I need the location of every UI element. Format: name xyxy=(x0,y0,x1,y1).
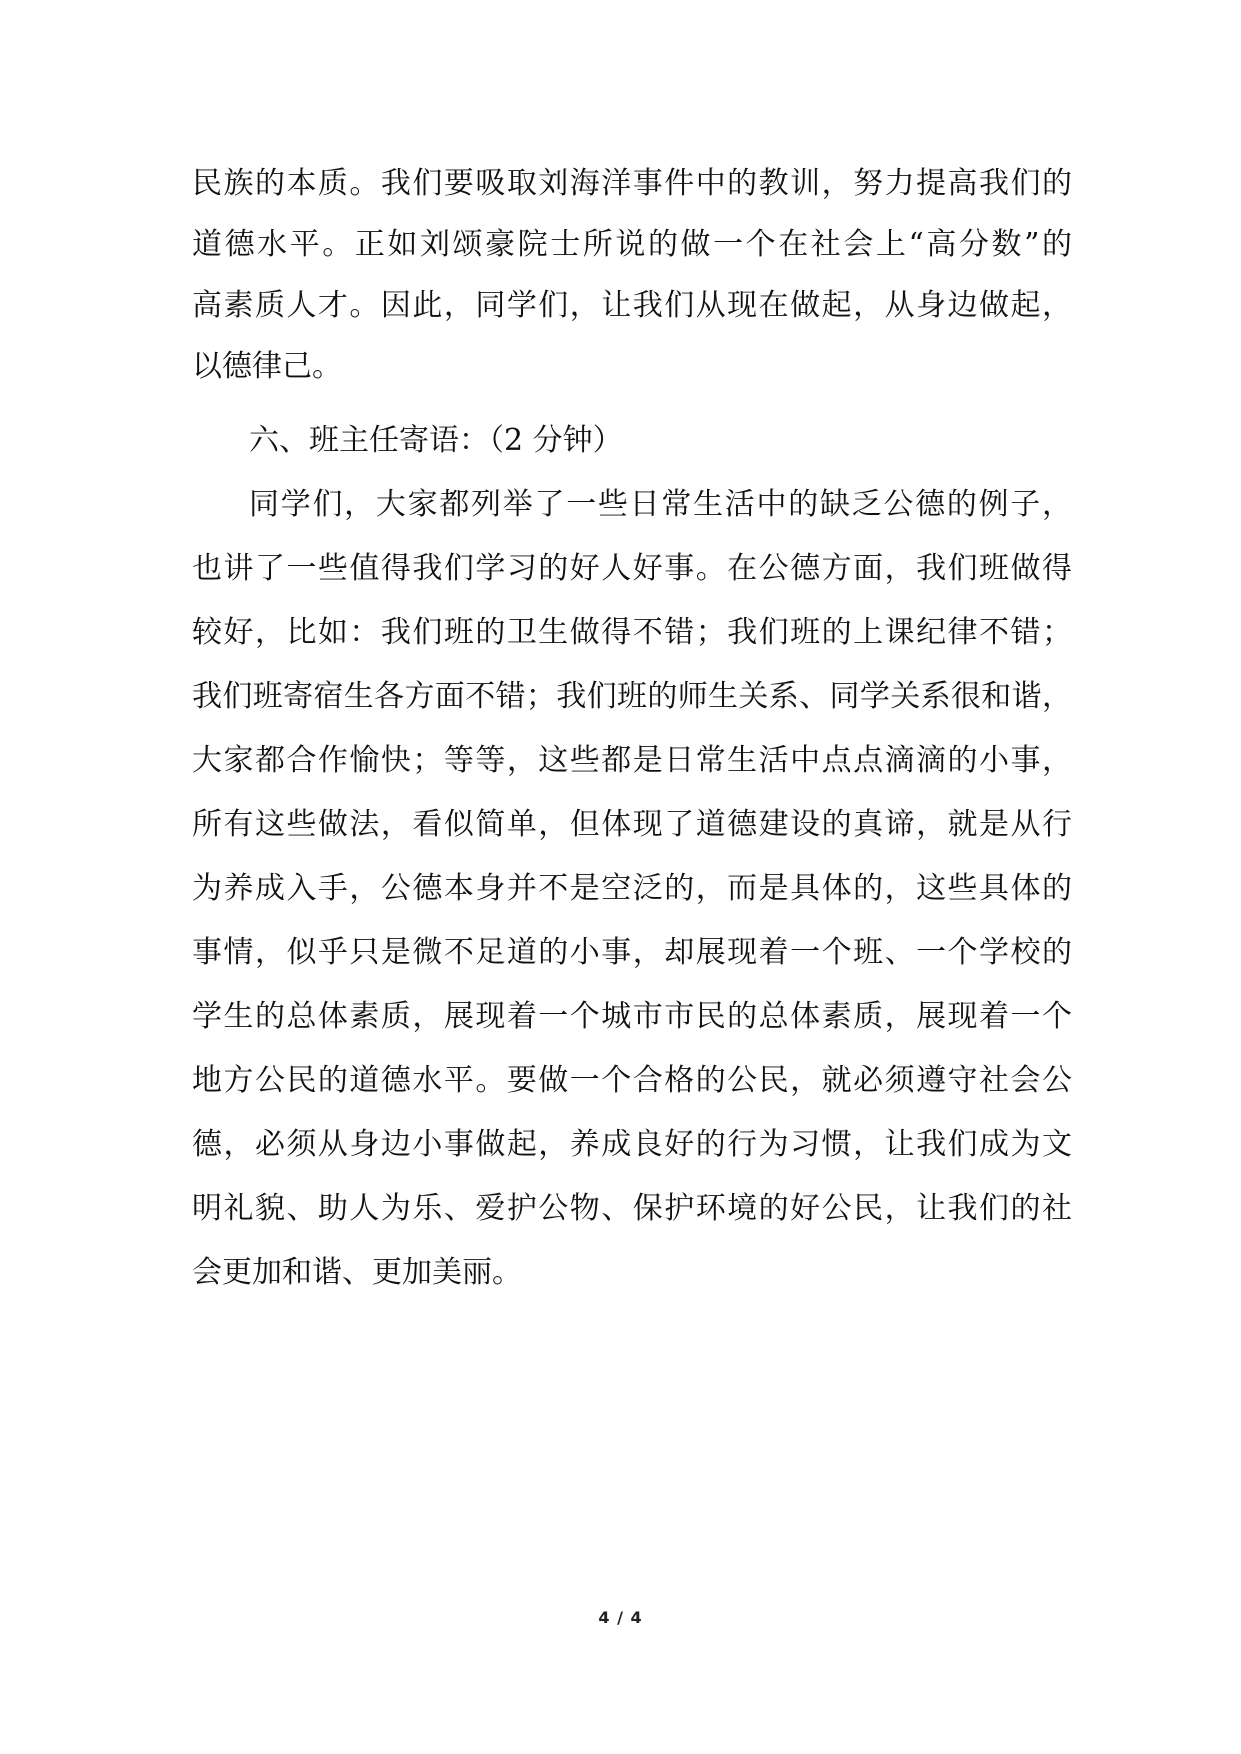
page-number: 4 / 4 xyxy=(598,1608,643,1627)
paragraph-2-line-5: 大家都合作愉快；等等，这些都是日常生活中点点滴滴的小事， xyxy=(192,743,1072,778)
paragraph-2-line-7: 为养成入手，公德本身并不是空泛的，而是具体的，这些具体的 xyxy=(192,871,1072,906)
paragraph-2-line-3: 较好，比如：我们班的卫生做得不错；我们班的上课纪律不错； xyxy=(192,615,1072,650)
paragraph-2-line-13: 会更加和谐、更加美丽。 xyxy=(192,1255,522,1290)
paragraph-2-line-4: 我们班寄宿生各方面不错；我们班的师生关系、同学关系很和谐， xyxy=(192,679,1072,714)
paragraph-2-line-6: 所有这些做法，看似简单，但体现了道德建设的真谛，就是从行 xyxy=(192,807,1072,842)
paragraph-2-line-1: 同学们，大家都列举了一些日常生活中的缺乏公德的例子， xyxy=(249,487,1072,522)
paragraph-2-line-10: 地方公民的道德水平。要做一个合格的公民，就必须遵守社会公 xyxy=(192,1063,1072,1098)
paragraph-1-line-3: 高素质人才。因此，同学们，让我们从现在做起，从身边做起， xyxy=(192,288,1072,323)
paragraph-2-line-9: 学生的总体素质，展现着一个城市市民的总体素质，展现着一个 xyxy=(192,999,1072,1034)
paragraph-2-line-8: 事情，似乎只是微不足道的小事，却展现着一个班、一个学校的 xyxy=(192,935,1072,970)
paragraph-1-line-2: 道德水平。正如刘颂豪院士所说的做一个在社会上“高分数”的 xyxy=(192,227,1072,262)
paragraph-2-line-12: 明礼貌、助人为乐、爱护公物、保护环境的好公民，让我们的社 xyxy=(192,1191,1072,1226)
paragraph-1-line-4: 以德律己。 xyxy=(192,349,342,384)
paragraph-2-line-2: 也讲了一些值得我们学习的好人好事。在公德方面，我们班做得 xyxy=(192,551,1072,586)
paragraph-2-line-11: 德，必须从身边小事做起，养成良好的行为习惯，让我们成为文 xyxy=(192,1127,1072,1162)
paragraph-1-line-1: 民族的本质。我们要吸取刘海洋事件中的教训，努力提高我们的 xyxy=(192,166,1072,201)
section-heading: 六、班主任寄语：（2 分钟） xyxy=(249,423,623,458)
